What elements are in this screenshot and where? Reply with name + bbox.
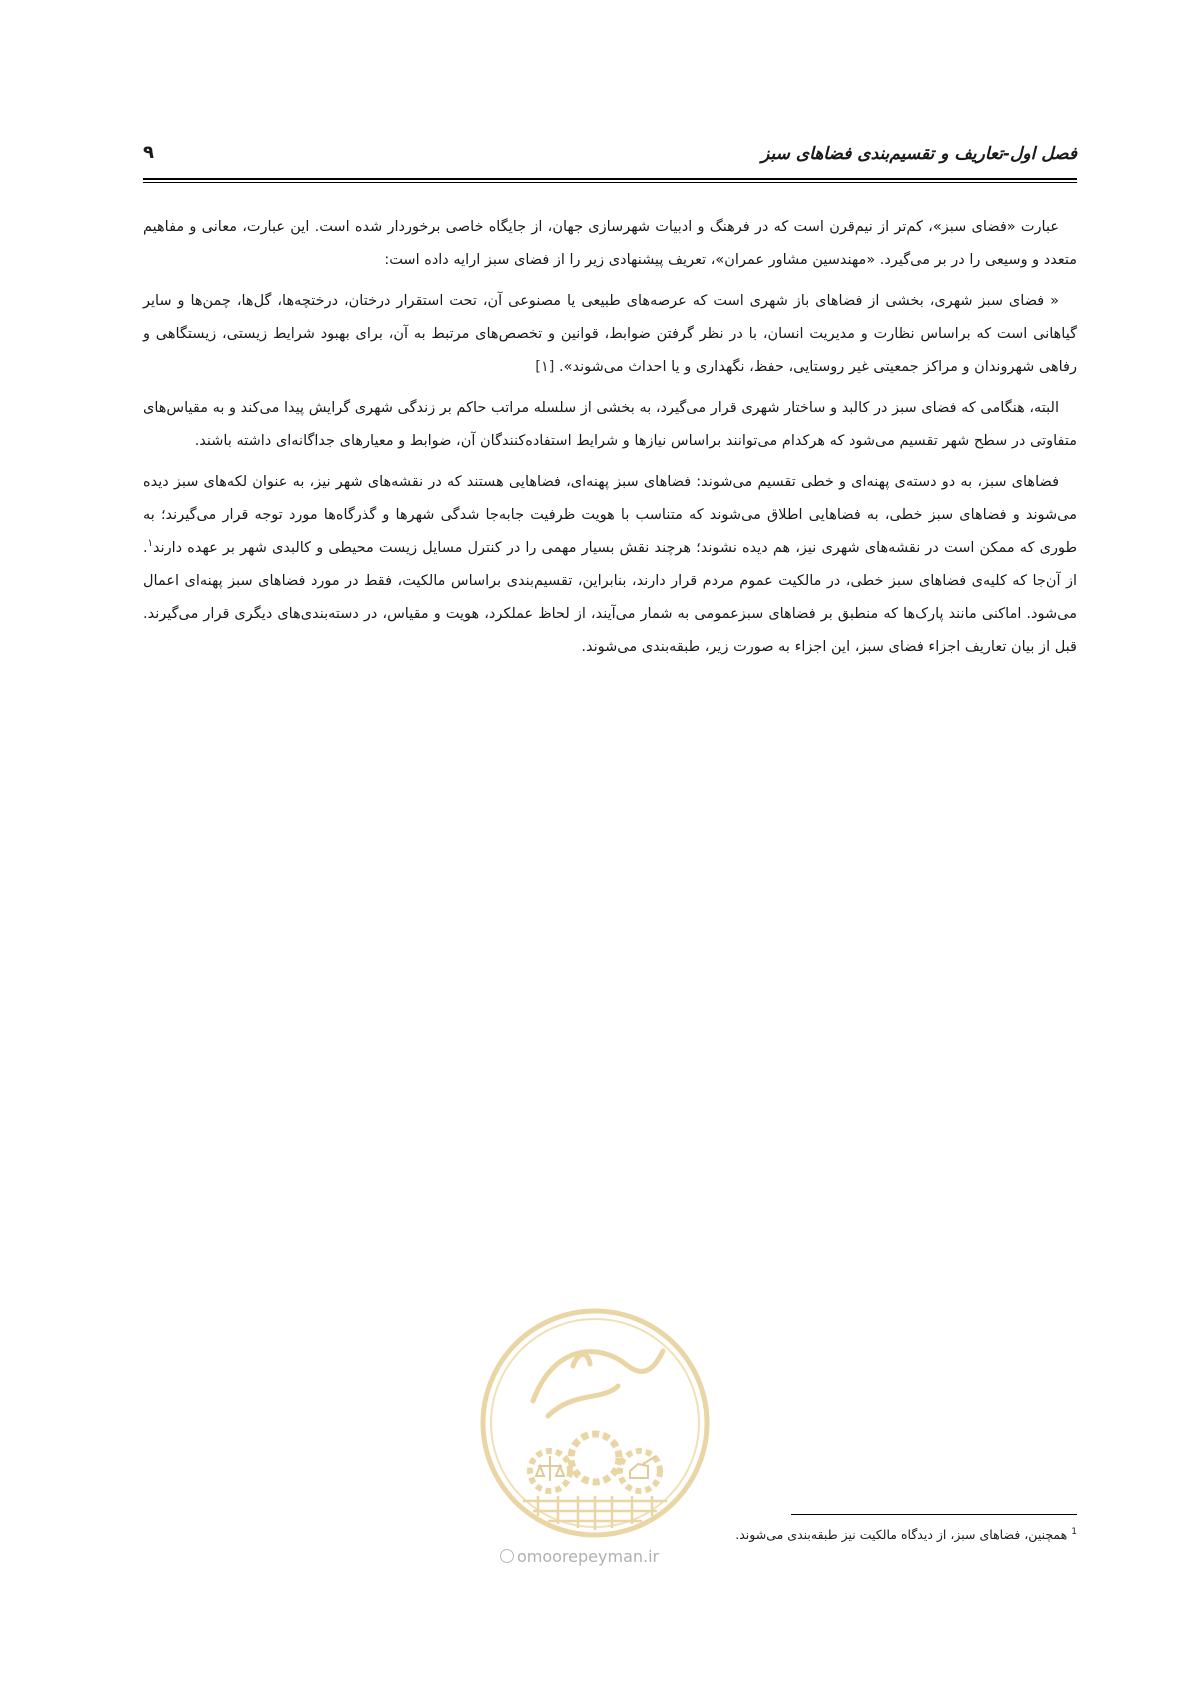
paragraph-1-text: عبارت «فضای سبز»، کم‌تر از نیم‌قرن است که در فرهنگ و ادبیات شهرسازی جهان، از جایگاه خاصی برخوردار شده است. این عبارت، معانی و مفاهیم متعدد و وسیعی را در بر می‌گیرد. «مهندسین مشاور عمران»، تعریف پیشنهادی زیر را از فضای سبز ارایه داده است:: [143, 219, 1077, 268]
seal-excavator-icon: [630, 1456, 656, 1478]
footnote-marker: ۱: [147, 538, 153, 550]
footnote-number: 1: [1071, 1527, 1077, 1537]
paragraph-4: [143, 466, 1077, 664]
paragraph-2-quote: [143, 285, 1077, 384]
header-divider: [143, 178, 1077, 183]
footnote-text: همچنین، فضاهای سبز، از دیدگاه مالکیت نیز طبقه‌بندی می‌شوند.: [735, 1527, 1068, 1543]
paragraph-4-text-after: . از آن‌جا که کلیه‌ی فضاهای سبز خطی، در مالکیت عموم مردم قرار دارند، بنابراین، تقسیم‌بندی براساس مالکیت، فقط در مورد فضاهای سبز پهنه‌ای اعمال می‌شود. اماکنی مانند پارک‌ها که منطبق بر فضاهای سبزعمومی به شمار می‌آیند، از لحاظ عملکرد، هویت و مقیاس، در دسته‌بندی‌های دیگری قرار می‌گیرند. قبل از بیان تعاریف اجزاء فضای سبز، این اجزاء به صورت زیر، طبقه‌بندی می‌شوند.: [143, 540, 1077, 655]
seal-script-lettering: [533, 1351, 663, 1416]
globe-icon: [500, 1549, 514, 1563]
paragraph-2-text: « فضای سبز شهری، بخشی از فضاهای باز شهری است که عرصه‌های طبیعی یا مصنوعی آن، تحت استقرار درختان، درختچه‌ها، گل‌ها، چمن‌ها و سایر گیاهانی است که براساس نظارت و مدیریت انسان، با در نظر گرفتن ضوابط، قوانین و تخصص‌های مرتبط به آن، برای بهبود شرایط زیستی، زیستگاهی و رفاهی شهروندان و مراکز جمعیتی غیر روستایی، حفظ، نگهداری و یا احداث می‌شوند».: [143, 293, 1077, 375]
chapter-title: فصل اول-تعاریف و تقسیم‌بندی فضاهای سبز: [761, 144, 1077, 164]
citation-reference: [۱]: [535, 359, 555, 375]
page-number: ۹: [143, 142, 154, 163]
footnote: [560, 1521, 1077, 1546]
watermark-url-text: omoorepeyman.ir: [517, 1547, 660, 1566]
running-header: [143, 140, 1077, 176]
watermark-url: [500, 1547, 659, 1566]
seal-scale-icon: [536, 1456, 564, 1481]
body-text: [143, 211, 1077, 672]
paragraph-3: [143, 392, 1077, 458]
footnote-divider: [791, 1514, 1077, 1515]
paragraph-1: [143, 211, 1077, 277]
paragraph-4-text-before: فضاهای سبز، به دو دسته‌ی پهنه‌ای و خطی تقسیم می‌شوند: فضاهای سبز پهنه‌ای، فضاهایی هستند که در نقشه‌های شهر نیز، به عنوان لکه‌های سبز دیده می‌شوند و فضاهای سبز خطی، به فضاهایی اطلاق می‌شوند که متناسب با هویت ظرفیت جابه‌جا شدگی شهرها و گذرگاه‌ها مورد توجه قرار می‌گیرند؛ به طوری که ممکن است در نقشه‌های شهری نیز، هم دیده نشوند؛ هرچند نقش بسیار مهمی را در کنترل مسایل زیست محیطی و کالبدی شهر بر عهده دارند: [143, 474, 1077, 556]
publisher-seal-logo: [478, 1306, 712, 1540]
seal-gear-center: [571, 1434, 619, 1482]
paragraph-3-text: البته، هنگامی که فضای سبز در کالبد و ساختار شهری قرار می‌گیرد، به بخشی از سلسله مراتب حاکم بر زندگی شهری گرایش پیدا می‌کند و به مقیاس‌های متفاوتی در سطح شهر تقسیم می‌شود که هرکدام می‌توانند براساس نیازها و شرایط استفاده‌کنندگان آن، ضوابط و معیارهای جداگانه‌ای داشته باشند.: [143, 400, 1077, 449]
